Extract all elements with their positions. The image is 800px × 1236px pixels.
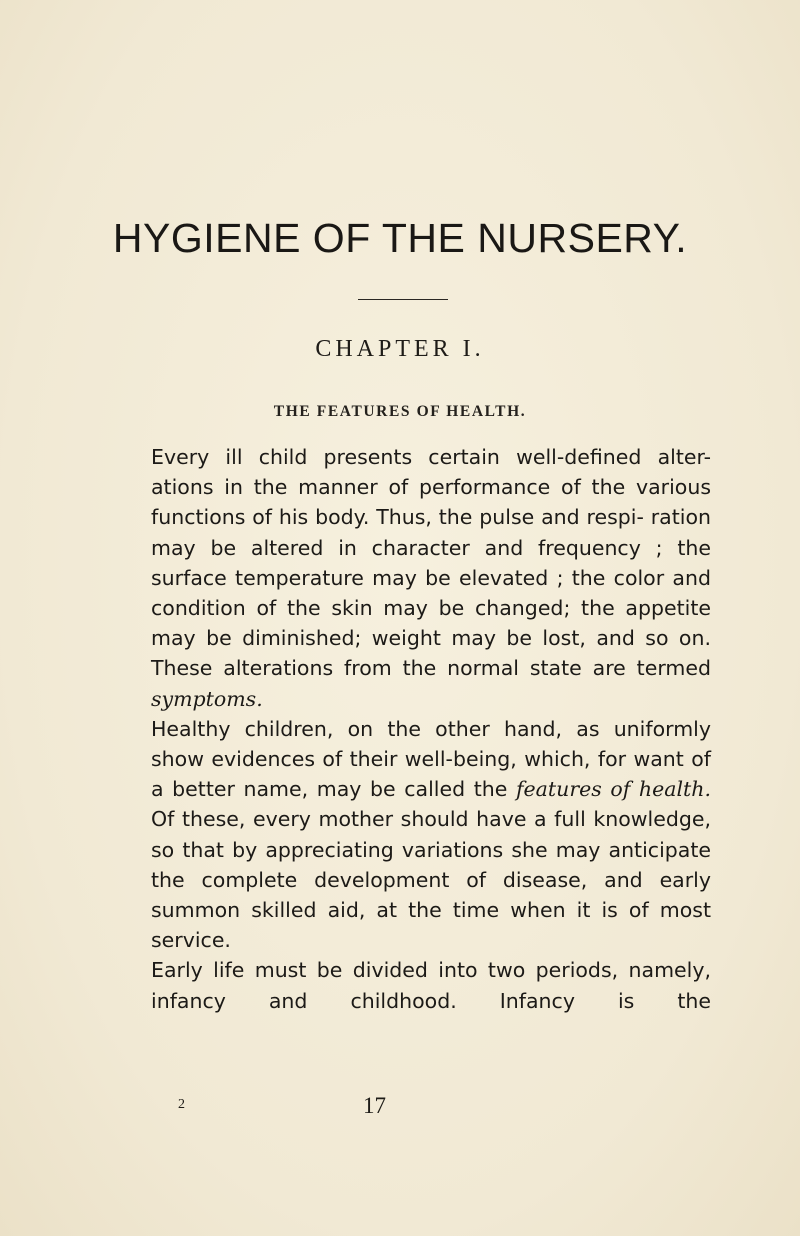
paragraph-text: Healthy children, on the other hand, as uniformly show evidences of their well-being, which, for want of a better name, may be called the [151, 716, 711, 802]
paragraph-text: Early life must be divided into two periods, namely, infancy and childhood. Infancy is the [151, 958, 711, 1013]
title-divider [358, 299, 448, 300]
paragraph-2 [151, 714, 711, 956]
chapter-label: CHAPTER I. [315, 336, 485, 362]
signature-mark: 2 [178, 1097, 185, 1112]
paragraph-text: Of these, every mother should have a full knowledge, so that by appreciating variations she may anticipate the complete development of disease, and early summon skilled aid, at the time when it is of most service. [151, 807, 711, 953]
book-title: HYGIENE OF THE NURSERY. [112, 215, 688, 261]
paragraph-1 [151, 442, 711, 714]
paragraph-3 [151, 955, 711, 1015]
paragraph-text: Every ill child presents certain well-defined alter- ations in the manner of performance of the various functions of his body. Thus, the pulse and respi- ration may be altered in character and frequency ; the surface temperature may be elevated ; the color and condition of the skin may be changed; the appetite may be diminished; weight may be lost, and so on. These alterations from the normal state are termed [151, 445, 711, 681]
italic-term-features-of-health: features of health. [515, 777, 711, 802]
chapter-body [151, 442, 711, 1016]
page-number: 17 [363, 1093, 386, 1118]
chapter-subtitle: THE FEATURES OF HEALTH. [273, 403, 527, 420]
italic-term-symptoms: symptoms. [151, 686, 263, 711]
